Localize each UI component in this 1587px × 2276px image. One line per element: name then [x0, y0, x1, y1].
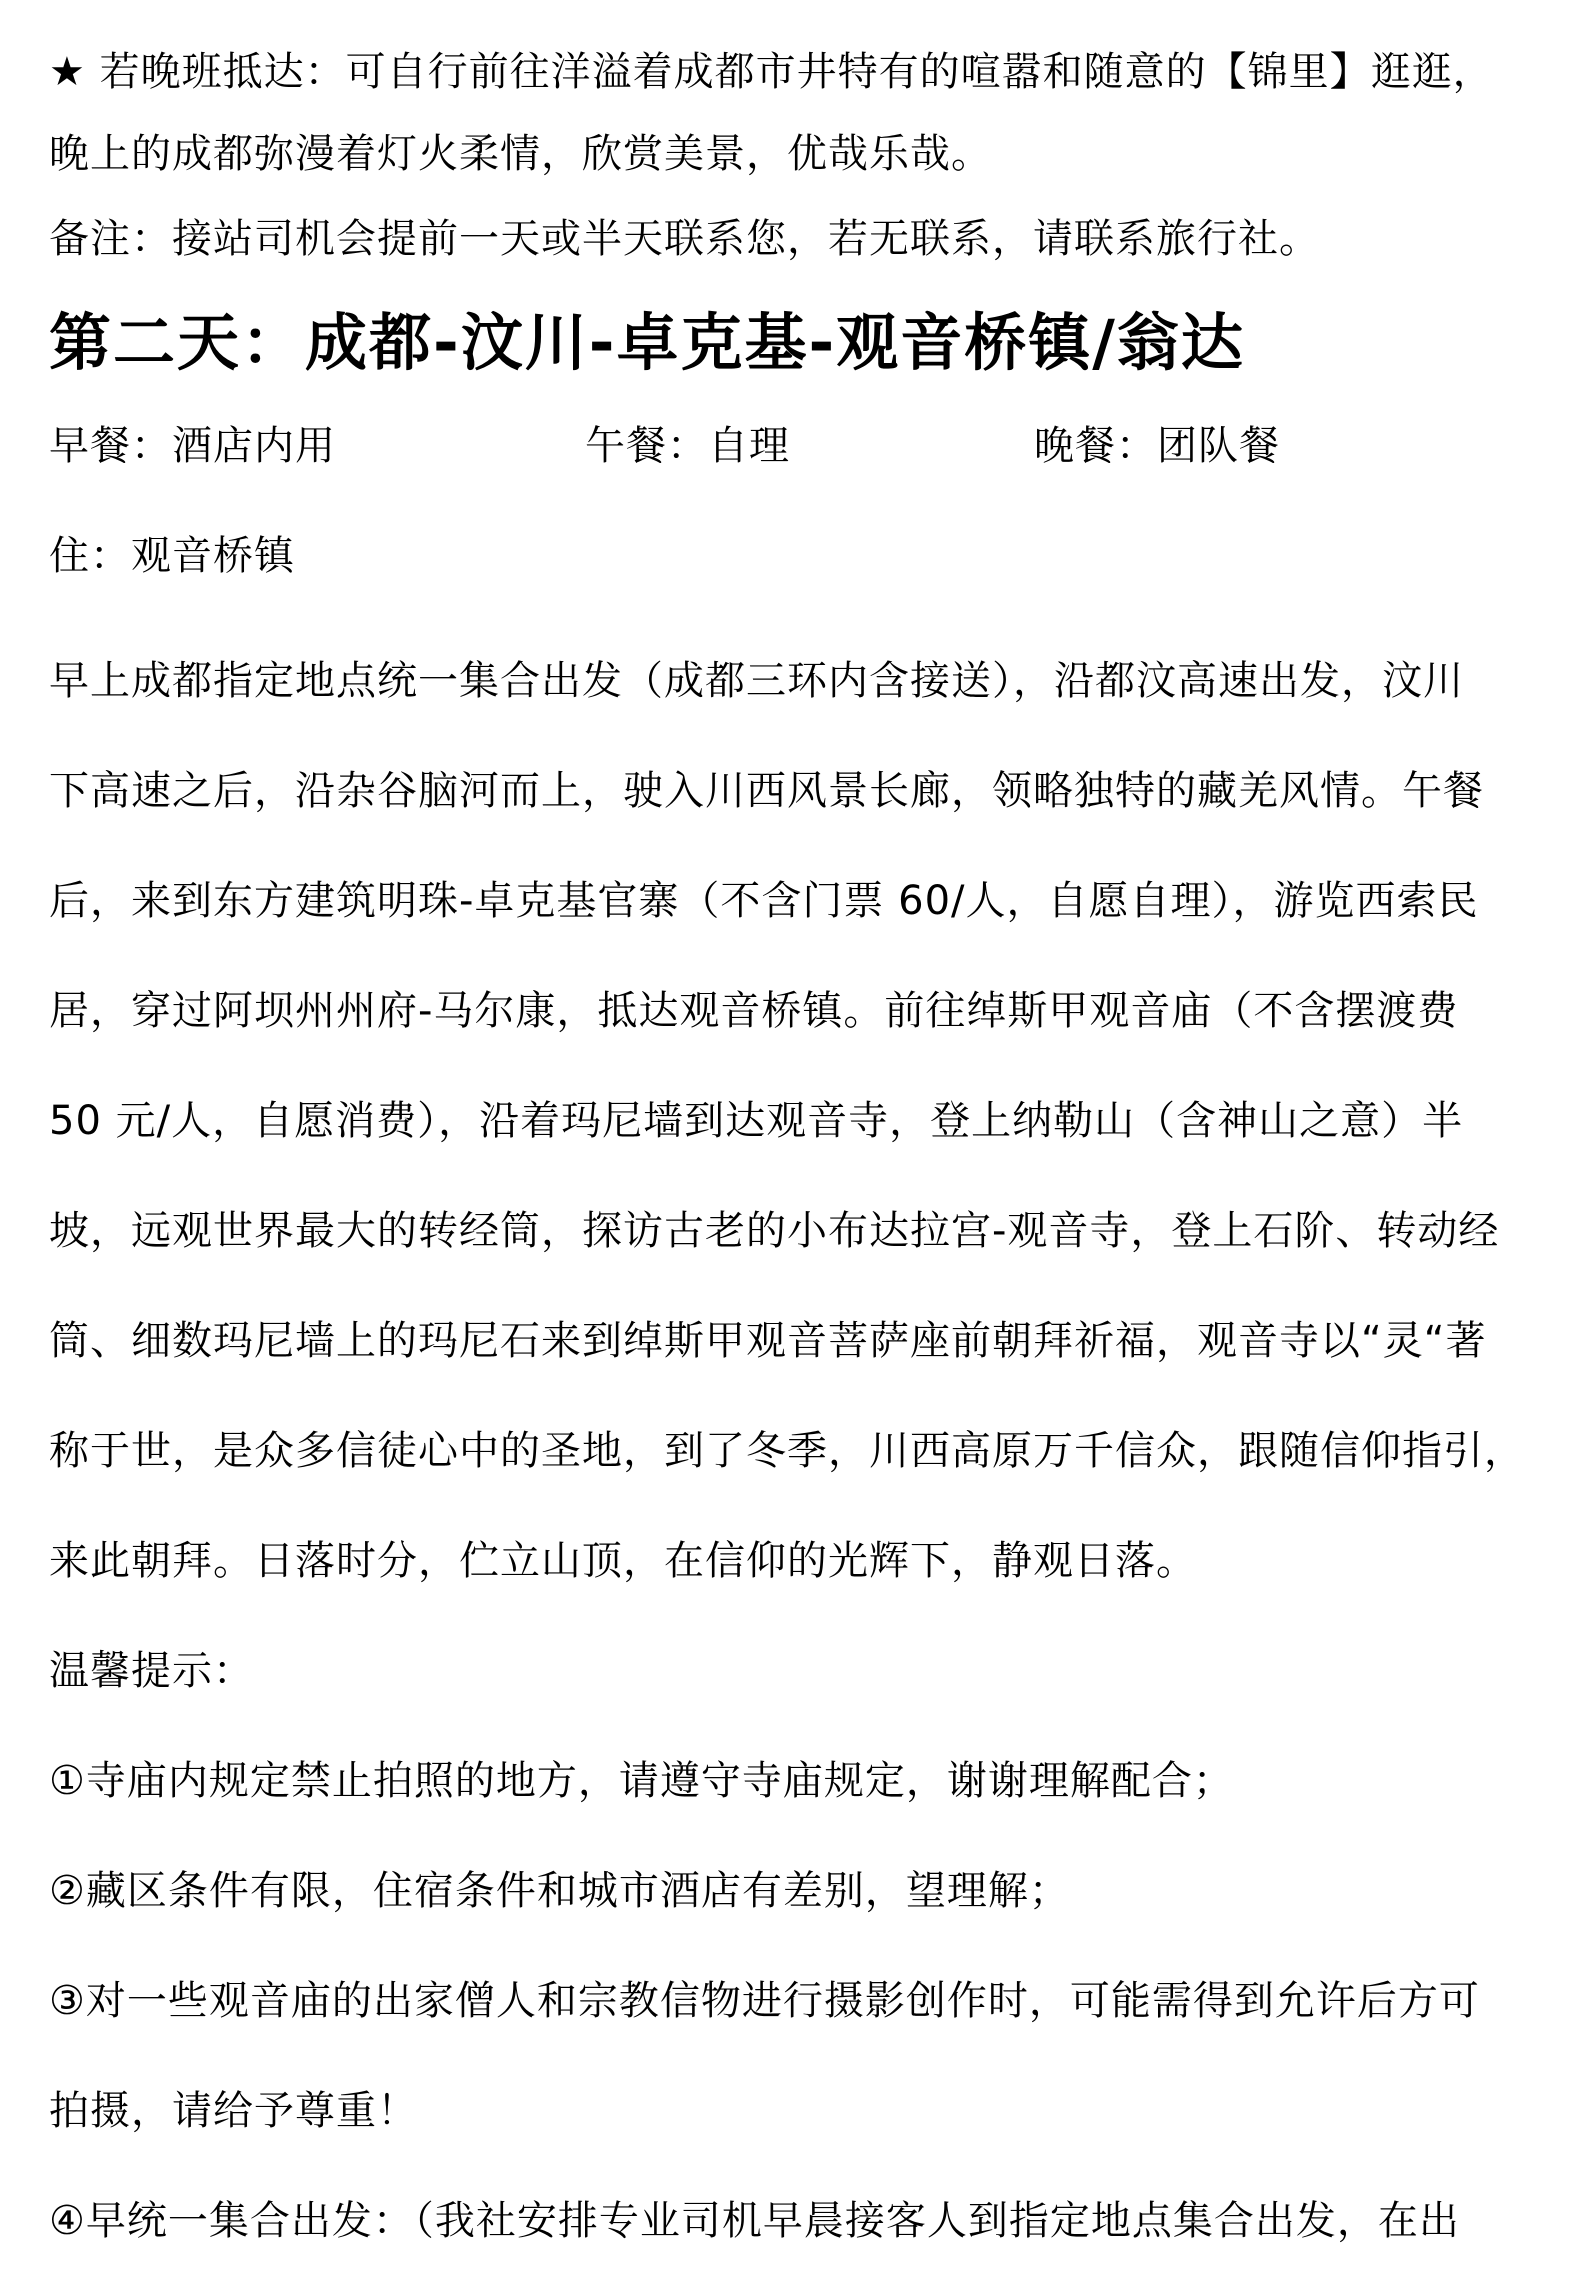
itinerary-body [49, 626, 1549, 1616]
tips-title: 温馨提示： [49, 1648, 254, 1694]
body-line: 称于世，是众多信徒心中的圣地，到了冬季，川西高原万千信众，跟随信仰指引， [49, 1428, 1525, 1474]
tip-item: ①寺庙内规定禁止拍照的地方，请遵守寺庙规定，谢谢理解配合； [49, 1758, 1234, 1804]
body-line: 早上成都指定地点统一集合出发（成都三环内含接送），沿都汶高速出发，汶川 [49, 658, 1464, 704]
meal-breakfast: 早餐：酒店内用 [49, 423, 336, 469]
body-line: 筒、细数玛尼墙上的玛尼石来到绰斯甲观音菩萨座前朝拜祈福，观音寺以“灵“著 [49, 1318, 1487, 1364]
day-heading: 第二天：成都-汶川-卓克基-观音桥镇/翁达 [49, 306, 1245, 379]
body-line: 坡，远观世界最大的转经筒，探访古老的小布达拉宫-观音寺，登上石阶、转动经 [49, 1208, 1500, 1254]
intro-section [49, 32, 1549, 282]
tip-item: ③对一些观音庙的出家僧人和宗教信物进行摄影创作时，可能需得到允许后方可 [49, 1978, 1480, 2024]
body-line: 后，来到东方建筑明珠-卓克基官寨（不含门票 60/人，自愿自理），游览西索民 [49, 878, 1479, 924]
document-page [49, 0, 1549, 2276]
body-line: 下高速之后，沿杂谷脑河而上，驶入川西风景长廊，领略独特的藏羌风情。午餐 [49, 768, 1484, 814]
tips-section [49, 1616, 1549, 2276]
body-line: 来此朝拜。日落时分，伫立山顶，在信仰的光辉下，静观日落。 [49, 1538, 1197, 1584]
tip-item: ②藏区条件有限，住宿条件和城市酒店有差别，望理解； [49, 1868, 1070, 1914]
tip-item: ④早统一集合出发：（我社安排专业司机早晨接客人到指定地点集合出发，在出 [49, 2198, 1460, 2244]
tip-item: 拍摄，请给予尊重！ [49, 2088, 418, 2134]
intro-line: ★ 若晚班抵达：可自行前往洋溢着成都市井特有的喧嚣和随意的【锦里】逛逛， [49, 49, 1494, 95]
meals-row [49, 406, 1549, 486]
meal-lunch: 午餐：自理 [585, 423, 790, 469]
body-line: 50 元/人，自愿消费），沿着玛尼墙到达观音寺，登上纳勒山（含神山之意）半 [49, 1098, 1464, 1144]
intro-note: 备注：接站司机会提前一天或半天联系您，若无联系，请联系旅行社。 [49, 216, 1320, 262]
lodging-info: 住：观音桥镇 [49, 533, 295, 579]
body-line: 居，穿过阿坝州州府-马尔康，抵达观音桥镇。前往绰斯甲观音庙（不含摆渡费 [49, 988, 1459, 1034]
intro-line: 晚上的成都弥漫着灯火柔情，欣赏美景，优哉乐哉。 [49, 131, 992, 177]
meal-dinner: 晚餐：团队餐 [1034, 423, 1280, 469]
